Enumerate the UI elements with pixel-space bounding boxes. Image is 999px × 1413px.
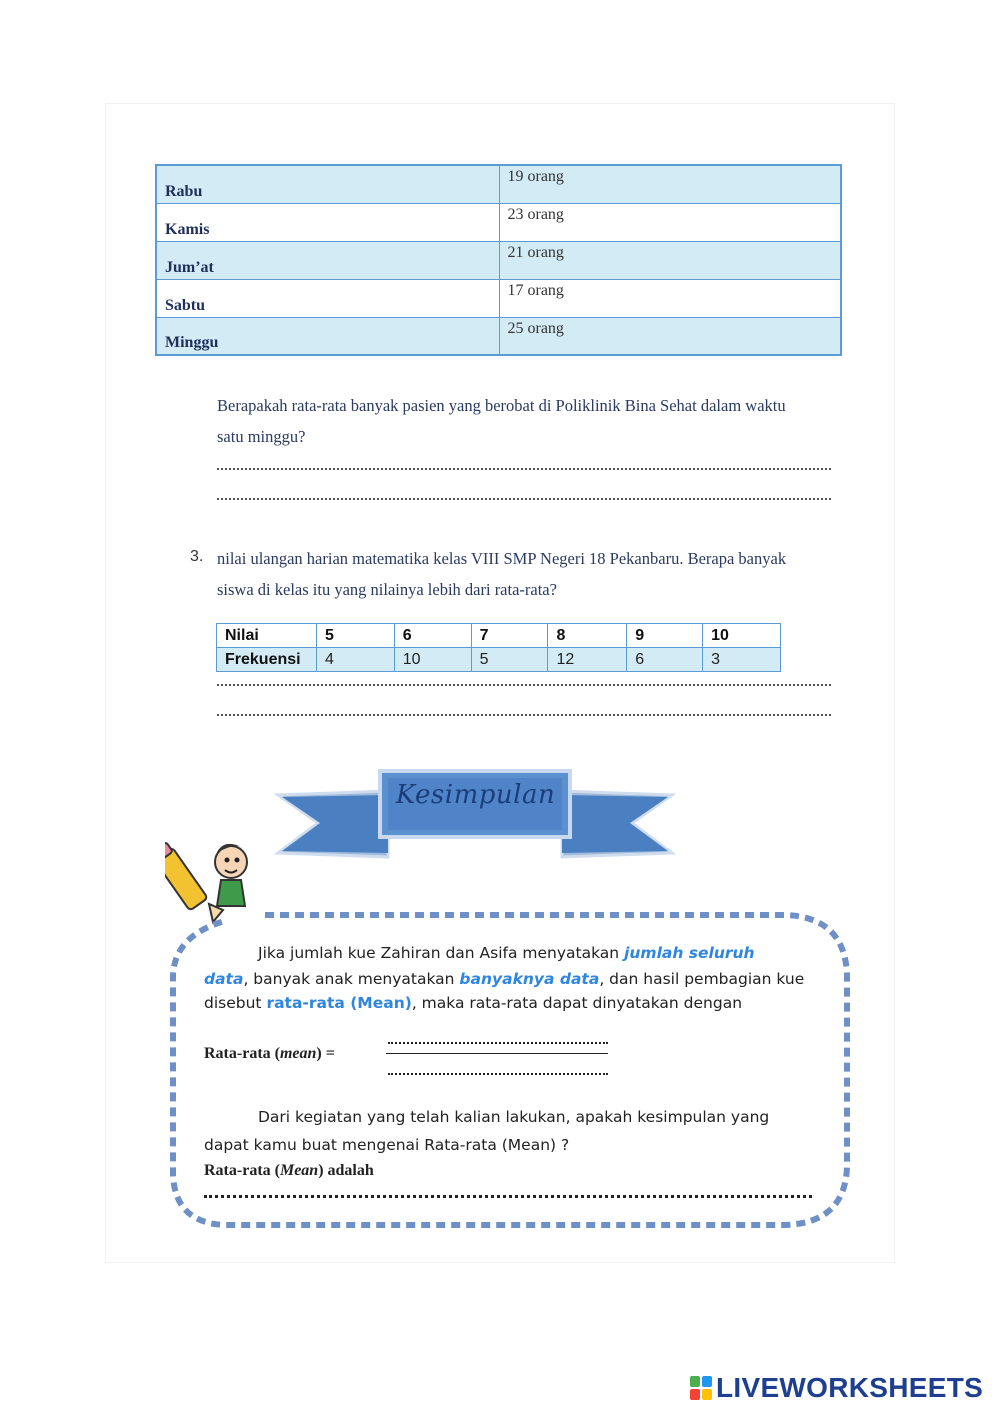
question-3-text	[217, 543, 837, 605]
text-span: , banyak anak menyatakan	[243, 970, 455, 988]
text-span: Rata-rata (	[204, 1045, 280, 1062]
text-span: , dan hasil pembagian kue	[599, 970, 805, 988]
table-row	[156, 279, 841, 317]
answer-line-q3-2[interactable]	[217, 714, 831, 716]
score-cell: 8	[548, 624, 627, 648]
table-row	[217, 624, 781, 648]
score-cell: 9	[627, 624, 703, 648]
question-3-line-1: nilai ulangan harian matematika kelas VIII SMP Negeri 18 Pekanbaru. Berapa banyak	[217, 549, 787, 568]
table-row	[156, 317, 841, 355]
formula-label	[204, 1045, 335, 1063]
day-cell: Kamis	[156, 203, 499, 241]
freq-cell: 12	[548, 648, 627, 672]
table-row	[156, 165, 841, 203]
day-cell: Sabtu	[156, 279, 499, 317]
text-span: Rata-rata (	[204, 1162, 280, 1179]
keyword-rata-rata-mean: rata-rata (Mean)	[266, 994, 412, 1012]
conclusion-line-3	[204, 994, 818, 1012]
table-row	[217, 648, 781, 672]
count-cell: 19 orang	[499, 165, 841, 203]
table-row	[156, 241, 841, 279]
answer-label	[204, 1162, 374, 1180]
day-cell: Rabu	[156, 165, 499, 203]
freq-cell: 3	[703, 648, 781, 672]
text-span: disebut	[204, 994, 262, 1012]
text-span: , maka rata-rata dapat dinyatakan dengan	[411, 994, 743, 1012]
header-label: Nilai	[217, 624, 317, 648]
answer-line-q3-1[interactable]	[217, 684, 831, 686]
text-span: ) =	[316, 1045, 335, 1062]
freq-cell: 4	[316, 648, 394, 672]
answer-blank[interactable]	[204, 1195, 812, 1198]
answer-line-q2-1[interactable]	[217, 468, 831, 470]
freq-cell: 5	[471, 648, 548, 672]
count-cell: 23 orang	[499, 203, 841, 241]
brand-name: LIVEWORKSHEETS	[716, 1372, 984, 1403]
question-2-line-1: Berapakah rata-rata banyak pasien yang berobat di Poliklinik Bina Sehat dalam waktu	[217, 396, 786, 415]
liveworksheets-logo[interactable]	[690, 1372, 983, 1404]
count-cell: 21 orang	[499, 241, 841, 279]
keyword-data: data	[204, 970, 244, 988]
numerator-blank[interactable]	[388, 1042, 608, 1044]
text-span: Jika jumlah kue Zahiran dan Asifa menyatakan	[258, 944, 620, 962]
score-cell: 10	[703, 624, 781, 648]
text-span: mean	[279, 1045, 317, 1062]
day-cell: Minggu	[156, 317, 499, 355]
question-3-line-2: siswa di kelas itu yang nilainya lebih dari rata-rata?	[217, 580, 557, 599]
score-cell: 6	[394, 624, 471, 648]
freq-cell: 10	[394, 648, 471, 672]
score-cell: 5	[316, 624, 394, 648]
question-3-number: 3.	[190, 548, 204, 565]
conclusion-line-2	[204, 970, 818, 988]
keyword-banyaknya-data: banyaknya data	[459, 970, 600, 988]
conclusion-question-line-2: dapat kamu buat mengenai Rata-rata (Mean) ?	[204, 1136, 570, 1154]
day-cell: Jum’at	[156, 241, 499, 279]
keyword-jumlah-seluruh: jumlah seluruh	[624, 944, 755, 962]
count-cell: 17 orang	[499, 279, 841, 317]
conclusion-line-1	[258, 944, 818, 962]
text-span: ) adalah	[318, 1162, 374, 1179]
text-span: Mean	[279, 1162, 319, 1179]
table-row	[156, 203, 841, 241]
question-2-line-2: satu minggu?	[217, 427, 306, 446]
fraction-bar	[386, 1053, 608, 1054]
score-cell: 7	[471, 624, 548, 648]
conclusion-question-line-1: Dari kegiatan yang telah kalian lakukan, apakah kesimpulan yang	[258, 1108, 770, 1126]
patient-count-table	[155, 164, 842, 356]
banner-title: Kesimpulan	[395, 780, 556, 810]
freq-label: Frekuensi	[217, 648, 317, 672]
denominator-blank[interactable]	[388, 1073, 608, 1075]
liveworksheets-icon	[690, 1376, 712, 1400]
count-cell: 25 orang	[499, 317, 841, 355]
answer-line-q2-2[interactable]	[217, 498, 831, 500]
score-frequency-table	[216, 623, 781, 672]
question-2-text	[217, 390, 837, 452]
freq-cell: 6	[627, 648, 703, 672]
